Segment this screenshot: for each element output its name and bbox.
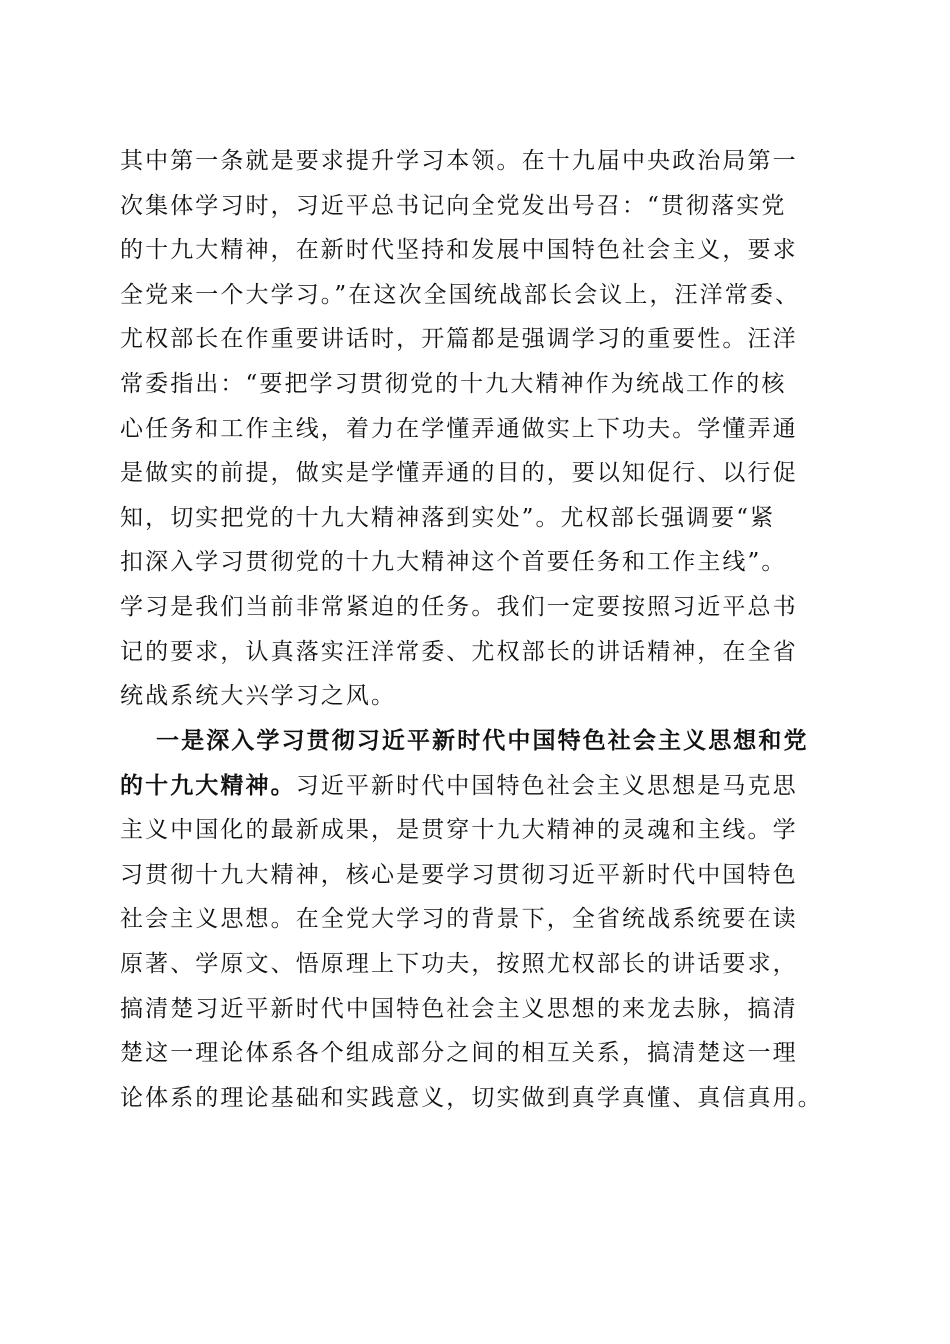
body-paragraph-2	[120, 719, 840, 1120]
text-line: 搞清楚习近平新时代中国特色社会主义思想的来龙去脉，搞清	[120, 995, 798, 1022]
text-line: 的十九大精神，在新时代坚持和发展中国特色社会主义，要求	[120, 237, 798, 264]
text-line: 心任务和工作主线，着力在学懂弄通做实上下功夫。学懂弄通	[120, 415, 798, 442]
text-line: 其中第一条就是要求提升学习本领。在十九届中央政治局第一	[120, 148, 798, 174]
text-line: 楚这一理论体系各个组成部分之间的相互关系，搞清楚这一理	[120, 1040, 798, 1067]
text-line: 统战系统大兴学习之风。	[120, 683, 397, 710]
text-line-rest: 习近平新时代中国特色社会主义思想是马克思	[295, 772, 798, 799]
text-line: 论体系的理论基础和实践意义，切实做到真学真懂、真信真用。	[120, 1084, 823, 1111]
body-paragraph-1	[120, 139, 840, 719]
text-line	[120, 764, 840, 809]
text-line: 常委指出：“要把学习贯彻党的十九大精神作为统战工作的核	[120, 370, 787, 397]
text-line: 习贯彻十九大精神，核心是要学习贯彻习近平新时代中国特色	[120, 861, 798, 888]
text-line: 学习是我们当前非常紧迫的任务。我们一定要按照习近平总书	[120, 593, 798, 620]
text-line: 记的要求，认真落实汪洋常委、尤权部长的讲话精神，在全省	[120, 638, 798, 665]
section-heading: 一是深入学习贯彻习近平新时代中国特色社会主义思想和党	[156, 728, 809, 754]
text-line: 知，切实把党的十九大精神落到实处”。尤权部长强调要“紧	[120, 504, 776, 531]
text-line	[120, 719, 840, 764]
text-line: 原著、学原文、悟原理上下功夫，按照尤权部长的讲话要求，	[120, 950, 798, 977]
text-line: 扣深入学习贯彻党的十九大精神这个首要任务和工作主线”。	[120, 549, 787, 576]
text-line: 是做实的前提，做实是学懂弄通的目的，要以知促行、以行促	[120, 460, 798, 487]
text-line: 主义中国化的最新成果，是贯穿十九大精神的灵魂和主线。学	[120, 817, 798, 844]
text-line: 次集体学习时，习近平总书记向全党发出号召：“贯彻落实党	[120, 192, 787, 219]
text-line: 全党来一个大学习。”在这次全国统战部长会议上，汪洋常委、	[120, 281, 801, 308]
text-line: 社会主义思想。在全党大学习的背景下，全省统战系统要在读	[120, 906, 798, 933]
text-line: 尤权部长在作重要讲话时，开篇都是强调学习的重要性。汪洋	[120, 326, 798, 353]
section-heading-continued: 的十九大精神。	[120, 772, 296, 799]
